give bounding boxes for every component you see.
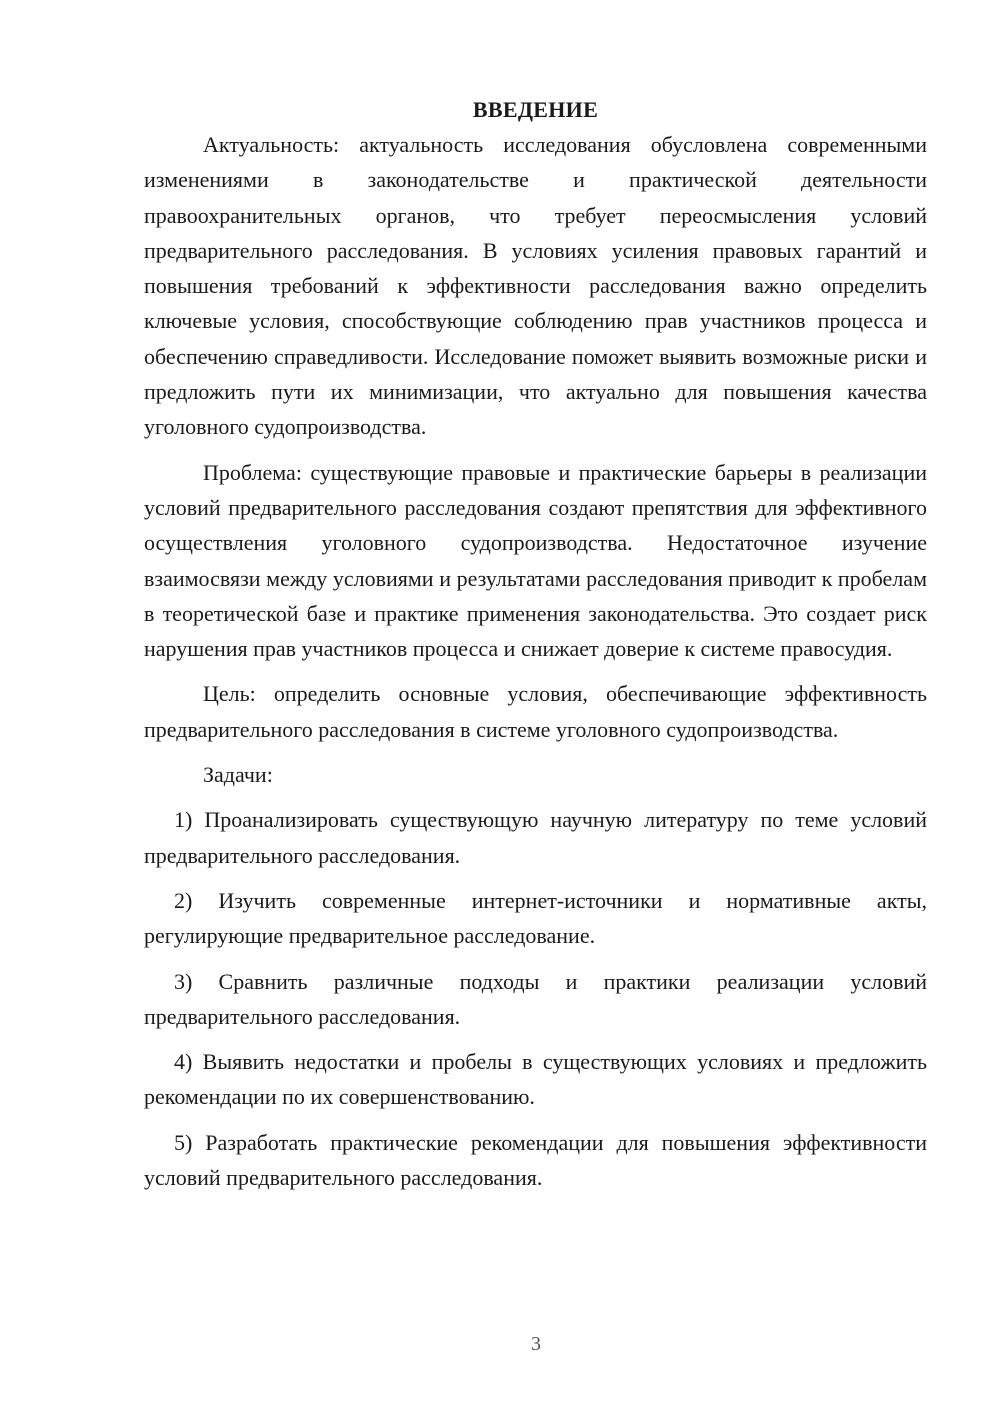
paragraph-problem: Проблема: существующие правовые и практические барьеры в реализации условий предварительного расследования создают препятствия для эффективного осуществления уголовного судопроизводства. Недостаточное изучение взаимосвязи между условиями и результатами расследования приводит к пробелам в теоретической базе и практике применения законодательства. Это создает риск нарушения прав участников процесса и снижает доверие к системе правосудия.	[144, 459, 927, 662]
task-item-3: 3) Сравнить различные подходы и практики реализации условий предварительного расследования.	[144, 968, 927, 1029]
task-item-5: 5) Разработать практические рекомендации для повышения эффективности условий предварительного расследования.	[144, 1129, 927, 1191]
paragraph-relevance: Актуальность: актуальность исследования обусловлена современными изменениями в законодательстве и практической деятельности правоохранительных органов, что требует переосмысления условий предварительного расследования. В условиях усиления правовых гарантий и повышения требований к эффективности расследования важно определить ключевые условия, способствующие соблюдению прав участников процесса и обеспечению справедливости. Исследование поможет выявить возможные риски и предложить пути их минимизации, что актуально для повышения качества уголовного судопроизводства.	[144, 132, 927, 440]
task-item-1: 1) Проанализировать существующую научную литературу по теме условий предварительного расследования.	[144, 807, 927, 868]
paragraph-goal: Цель: определить основные условия, обеспечивающие эффективность предварительного расследования в системе уголовного судопроизводства.	[144, 681, 927, 742]
task-item-4: 4) Выявить недостатки и пробелы в существующих условиях и предложить рекомендации по их совершенствованию.	[144, 1049, 927, 1110]
tasks-label: Задачи:	[203, 762, 273, 788]
document-page	[144, 92, 927, 1205]
section-heading: ВВЕДЕНИЕ	[472, 97, 599, 122]
task-item-2: 2) Изучить современные интернет-источники и нормативные акты, регулирующие предварительное расследование.	[144, 887, 927, 949]
page-number: 3	[531, 1333, 541, 1355]
